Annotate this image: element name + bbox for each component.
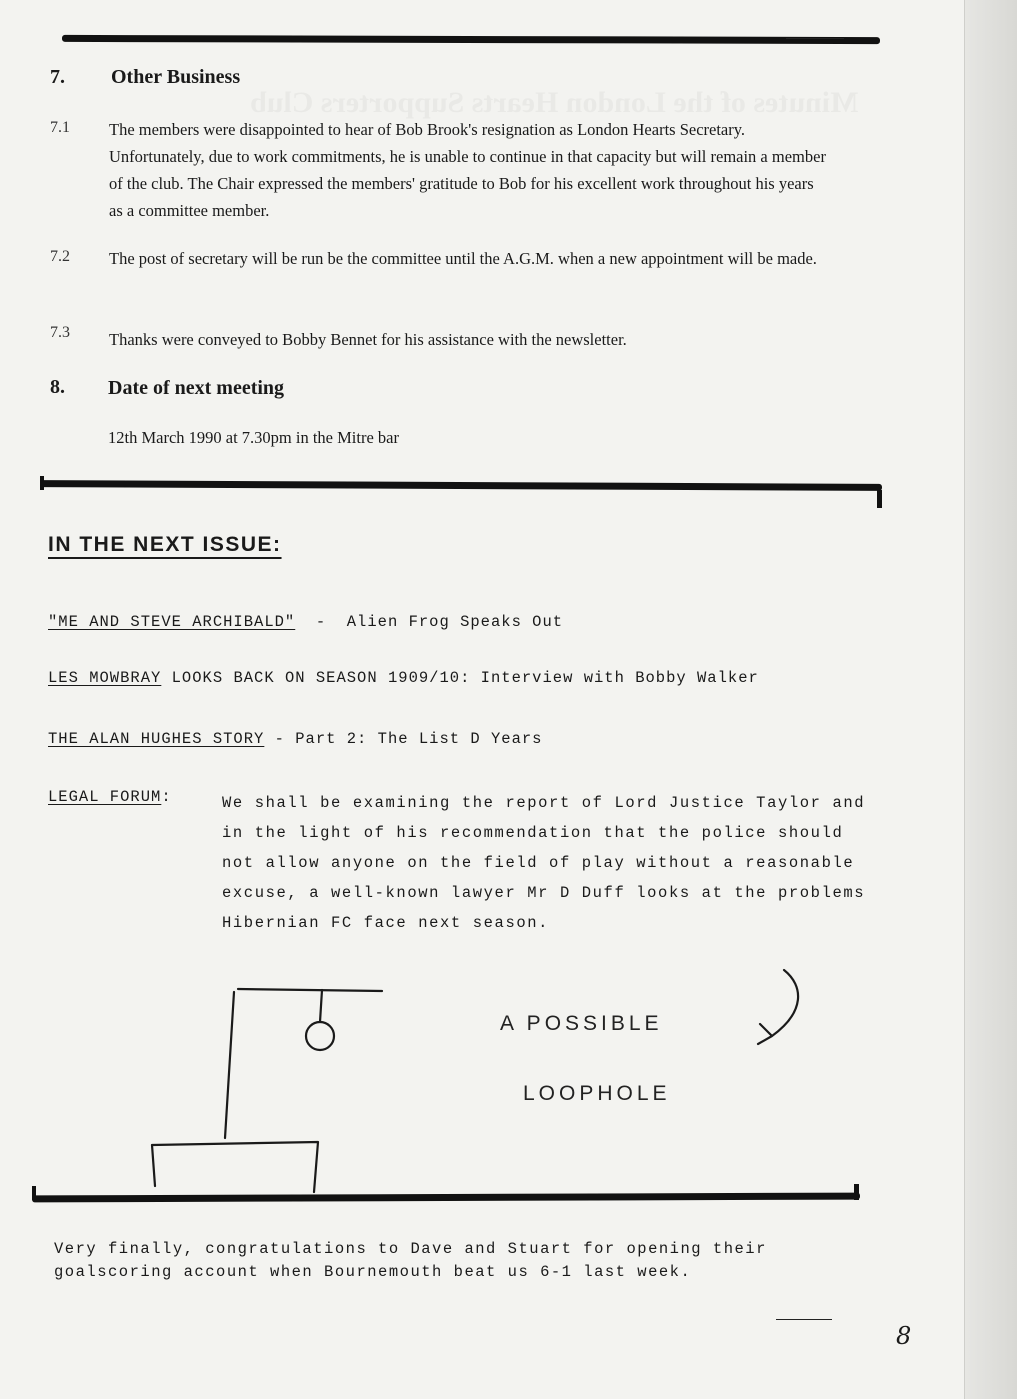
divider-tick xyxy=(32,1186,36,1200)
closing-note: Very finally, congratulations to Dave and Stuart for opening their goalscoring account when Bournemouth beat us 6-1 last week. xyxy=(54,1240,767,1281)
next-issue-entry xyxy=(48,613,563,631)
entry-title: LEGAL FORUM xyxy=(48,788,162,806)
pointing-arrow xyxy=(758,970,798,1044)
item-text: Thanks were conveyed to Bobby Bennet for his assistance with the newsletter. xyxy=(109,330,627,349)
cartoon-caption-line1: A POSSIBLE xyxy=(500,1012,663,1035)
gallows-ring xyxy=(306,1022,334,1050)
page-number: 8 xyxy=(896,1322,912,1350)
divider-tick xyxy=(854,1184,859,1200)
show-through-text: Minutes of the London Hearts Supporters Club xyxy=(250,86,859,119)
next-issue-heading: IN THE NEXT ISSUE: xyxy=(48,533,282,556)
bottom-divider xyxy=(32,1193,860,1203)
entry-title: THE ALAN HUGHES STORY xyxy=(48,730,265,748)
next-issue-entry xyxy=(48,788,172,806)
section-7-title: Other Business xyxy=(111,66,241,88)
item-number: 7.2 xyxy=(50,248,70,265)
entry-text: - Part 2: The List D Years xyxy=(264,730,543,748)
divider-tick xyxy=(40,476,44,490)
entry-text: LOOKS BACK ON SEASON 1909/10: Interview with Bobby Walker xyxy=(161,669,759,687)
divider-tick xyxy=(877,490,882,508)
section-8-number: 8. xyxy=(50,376,65,398)
paper-edge xyxy=(964,0,1017,1399)
middle-divider xyxy=(40,480,882,491)
gallows-post xyxy=(225,992,234,1138)
item-text: The post of secretary will be run be the committee until the A.G.M. when a new appointment will be made. xyxy=(109,249,817,268)
item-number: 7.3 xyxy=(50,324,70,341)
next-issue-entry xyxy=(48,669,759,687)
entry-title: LES MOWBRAY xyxy=(48,669,162,687)
entry-text: - Alien Frog Speaks Out xyxy=(295,613,564,631)
item-text: The members were disappointed to hear of Bob Brook's resignation as London Hearts Secretary. Unfortunately, due to work commitments, he is unable to continue in that capacity but will remain a member of the club. The Chair expressed the members' gratitude to Bob for his excellent work throughout his years as a committee member. xyxy=(109,120,826,220)
legal-forum-body: We shall be examining the report of Lord Justice Taylor and in the light of his recommendation that the police should not allow anyone on the field of play without a reasonable excuse, a well-known lawyer Mr D Duff looks at the problems Hibernian FC face next season. xyxy=(222,794,866,932)
entry-title: "ME AND STEVE ARCHIBALD" xyxy=(48,613,296,631)
section-8-title: Date of next meeting xyxy=(108,377,285,399)
next-issue-entry xyxy=(48,730,543,748)
entry-text: : xyxy=(161,788,172,806)
section-7-number: 7. xyxy=(50,66,65,88)
cartoon-caption-line2: LOOPHOLE xyxy=(523,1082,671,1105)
gallows-base xyxy=(152,1142,318,1192)
item-number: 7.1 xyxy=(50,119,70,136)
gallows-beam xyxy=(238,989,382,991)
meeting-date: 12th March 1990 at 7.30pm in the Mitre bar xyxy=(108,428,399,447)
top-dash xyxy=(786,38,844,39)
gallows-rope xyxy=(320,990,322,1022)
top-divider xyxy=(62,35,880,44)
bottom-dash xyxy=(776,1319,832,1320)
